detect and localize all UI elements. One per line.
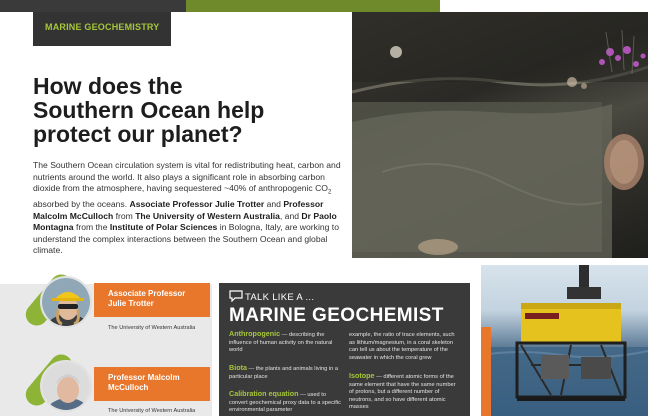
institution-name: Institute of Polar Sciences — [109, 222, 218, 233]
section-tag: MARINE GEOCHEMISTRY — [33, 12, 171, 46]
rov-photo — [481, 265, 648, 416]
intro-subscript: 2 — [328, 189, 332, 196]
term-label: Calibration equation — [229, 389, 299, 398]
institution-name: The University of Western Australia — [135, 210, 280, 221]
glossary-term — [229, 330, 341, 355]
intro-text: in Bologna, Italy, are working to understand the complex interactions between the Southern Ocean and global climate. — [33, 222, 339, 256]
name-tag-malcolm-mcculloch — [94, 367, 210, 401]
top-dark-bar — [0, 0, 186, 12]
affiliation: The University of Western Australia — [108, 325, 196, 331]
glossary-term — [229, 390, 341, 415]
person-name: Associate Professor Julie Trotter — [129, 199, 265, 210]
intro-text: The Southern Ocean circulation system is vital for redistributing heat, carbon and nutrients around the world. It also plays a significant role in absorbing carbon dioxide from the atmosphere, having sequestered ~40% of anthropogenic CO — [33, 160, 341, 193]
intro-text: and — [264, 199, 284, 210]
term-label: Isotope — [349, 371, 375, 380]
title-line-1: How does the — [33, 73, 183, 99]
term-definition: — used to convert geochemical proxy data to a specific environmental parameter — [229, 392, 341, 414]
term-label: Biota — [229, 363, 247, 372]
term-definition: — describing the influence of human activity on the natural world — [229, 332, 333, 354]
intro-text: , and — [279, 210, 302, 221]
intro-paragraph — [33, 160, 351, 257]
name-line: Julie Trotter — [108, 299, 154, 308]
glossary-term — [349, 372, 461, 412]
term-definition: — different atomic forms of the same element that have the same number of protons, but a different number of neutrons, and so have different atomic masses — [349, 374, 456, 411]
page-title — [33, 74, 353, 146]
glossary-kicker: TALK LIKE A ... — [245, 292, 315, 303]
coral-photo — [352, 12, 648, 258]
title-line-3: protect our planet? — [33, 121, 243, 147]
title-line-2: Southern Ocean help — [33, 97, 265, 123]
term-label: Anthropogenic — [229, 329, 281, 338]
name-line: McCulloch — [108, 383, 149, 392]
term-definition: — the plants and animals living in a particular place — [229, 366, 339, 380]
name-tag-julie-trotter — [94, 283, 210, 317]
person-name: Professor Malcolm McCulloch — [33, 199, 324, 221]
intro-text: from the — [73, 222, 110, 233]
intro-text: absorbed by the oceans. — [33, 199, 130, 210]
speech-bubble-icon — [229, 290, 243, 302]
intro-text: from — [113, 210, 136, 221]
glossary-title: MARINE GEOCHEMIST — [229, 305, 444, 326]
avatar-malcolm-mcculloch — [40, 360, 92, 412]
name-line: Professor Malcolm — [108, 373, 180, 382]
glossary-term — [229, 364, 341, 381]
person-name: Dr Paolo Montagna — [33, 210, 337, 233]
affiliation: The University of Western Australia — [108, 408, 196, 414]
avatar-julie-trotter — [40, 276, 92, 328]
name-line: Associate Professor — [108, 289, 186, 298]
glossary-continued: example, the ratio of trace elements, such as lithium/magnesium, in a coral skeleton can tell us about the temperature of the seawater in which the coral grew — [349, 332, 455, 361]
